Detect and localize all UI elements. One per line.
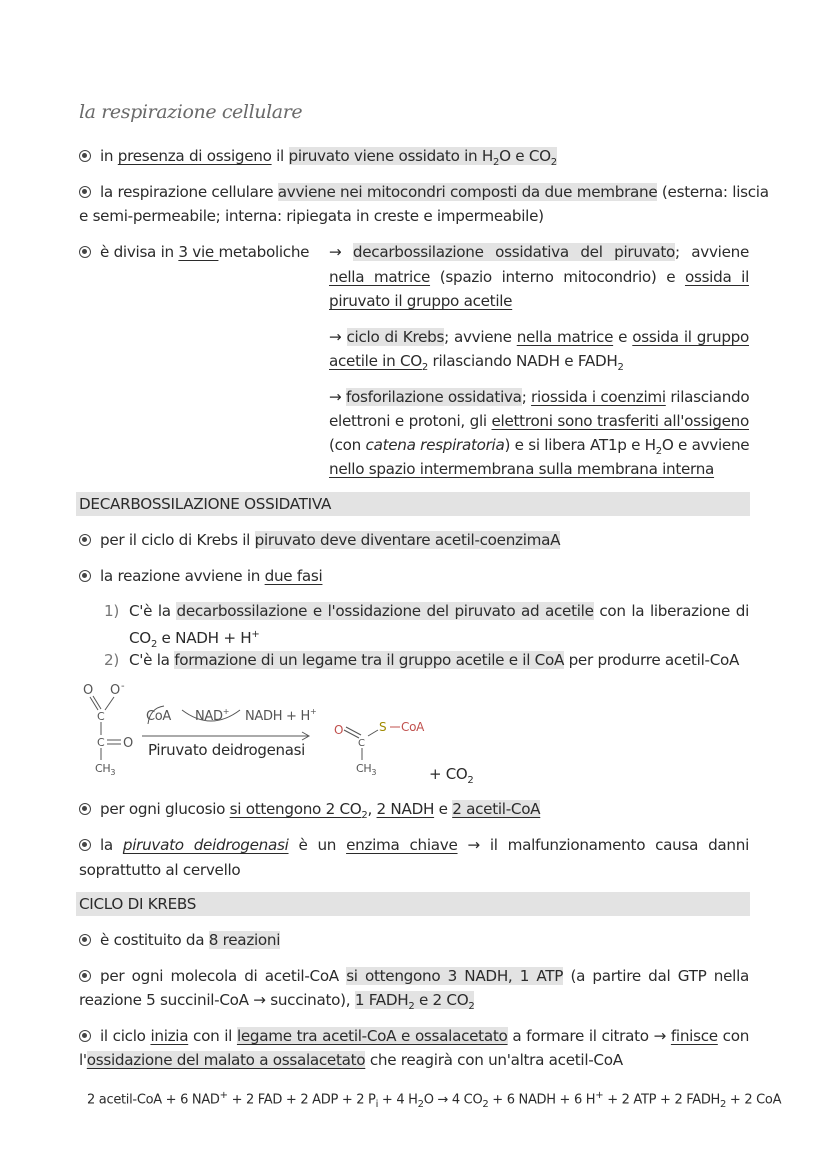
subscript: 2 [655,446,662,458]
text-underlined: elettroni sono trasferiti all'ossigeno [491,412,749,430]
bullet-icon [79,1030,91,1042]
text: , [367,800,377,818]
acetyl-s: S [379,720,387,734]
bullet-icon [79,186,91,198]
text: C'è la [129,602,177,620]
section-heading-krebs: CICLO DI KREBS [76,892,750,916]
bullet-icon [79,803,91,815]
text-underlined [329,352,428,374]
step-2-line-1 [129,648,739,672]
text: e [613,328,633,346]
krebs-bullet-3-line-2 [79,1048,623,1072]
text-italic: catena respiratoria [365,436,505,454]
text: si ottengono 2 CO [229,800,362,818]
bullet-icon [79,934,91,946]
highlight: ciclo di Krebs [346,328,445,346]
decarb-bullet-4 [79,833,749,857]
bond [344,730,359,738]
text: 2 acetil-CoA + 6 NAD [87,1092,220,1108]
acetyl-c: C [358,738,365,749]
bond [93,696,101,709]
intro-bullet-2-line-2: e semi-permeabile; interna: ripiegata in creste e impermeabile) [79,207,544,225]
superscript: + [595,1090,604,1101]
subscript: 2 [408,1001,415,1013]
superscript: + [219,1090,228,1101]
text: reazione 5 succinil-CoA → succinato), [79,991,355,1009]
via-3-line-3 [329,433,749,457]
subscript: i [375,1098,379,1110]
text: a formare il citrato → [507,1027,671,1045]
text: + 4 H [378,1092,418,1108]
pyr-minus: - [121,681,125,692]
text-underlined: riossida i coenzimi [531,388,666,406]
arrow-icon: → [329,328,342,346]
highlight: 8 reazioni [208,931,281,949]
decarb-bullet-4-line-2: soprattutto al cervello [79,861,241,879]
highlight: fosforilazione ossidativa [345,388,522,406]
subscript: 2 [720,1098,727,1110]
text: (esterna: liscia [657,183,769,201]
text: per ogni molecola di acetil-CoA [100,967,347,985]
acetyl-coa: CoA [401,720,425,734]
highlight: piruvato deve diventare acetil-coenzimaA [254,531,561,549]
text-underlined: inizia [150,1027,189,1045]
text: (con [329,436,366,454]
subscript: 2 [550,157,557,169]
krebs-bullet-2 [79,964,749,988]
text: con il [188,1027,237,1045]
bond [346,727,361,735]
text: la [100,836,123,854]
pyr-o2: O [110,683,120,698]
reaction-diagram [78,680,518,790]
text-underlined: ossida il [684,268,749,286]
bond [90,697,98,710]
arrow-icon: → [329,388,342,406]
step-number-1: 1) [104,602,119,620]
via-1-line-2 [329,265,749,289]
enzyme-label: Piruvato deidrogenasi [148,741,306,759]
text: in [100,147,118,165]
text-underlined: nello spazio intermembrana sulla membrana interna [329,460,715,478]
text: C'è la [129,651,175,669]
text: con la liberazione di [593,602,749,620]
bullet-icon [79,534,91,546]
text: è un [288,836,347,854]
text: la reazione avviene in [100,567,265,585]
subscript: 2 [493,157,500,169]
pyr-o3: O [123,736,133,751]
highlight: ossidazione del malato a ossalacetato [86,1051,366,1069]
text: CO [129,629,151,648]
subscript: 2 [468,1001,475,1013]
text-underlined: nella matrice [329,268,431,286]
decarb-bullet-1 [79,528,560,552]
text: e [434,800,453,818]
highlight: legame tra acetil-CoA e ossalacetato [236,1027,508,1045]
coa-label: CoA [146,709,172,724]
superscript: + [251,629,260,640]
text-underlined: enzima chiave [346,836,458,854]
text: per produrre acetil-CoA [564,651,740,669]
highlight: si ottengono 3 NADH, 1 ATP [346,967,564,985]
decarb-bullet-3 [79,797,540,821]
pyr-c1: C [97,710,105,723]
subscript: 2 [361,810,368,822]
pyr-ch3: $CH_3$ [95,762,116,777]
text: acetile in CO [329,352,422,370]
krebs-equation [87,1090,781,1110]
section-heading-decarbossilazione: DECARBOSSILAZIONE OSSIDATIVA [76,492,750,516]
highlight [354,991,475,1013]
via-3-line-2 [329,409,749,433]
text: rilasciando [665,388,750,406]
text-underlined: piruvato il gruppo acetile [329,292,513,310]
text: che reagirà con un'altra acetil-CoA [365,1051,623,1069]
text-underlined [229,800,368,822]
highlight: decarbossilazione ossidativa del piruvato [352,243,675,261]
bond [368,730,378,736]
bullet-icon [79,970,91,982]
text: per il ciclo di Krebs il [100,531,255,549]
text: e [414,991,433,1009]
text: + 2 CoA [726,1092,782,1108]
highlight: avviene nei mitocondri composti da due membrane [277,183,658,201]
text-underlined: presenza di ossigeno [117,147,272,165]
nad-label: NAD+ [195,707,230,724]
via-3-line-4 [329,457,714,481]
subscript: 2 [421,362,428,374]
text: elettroni e protoni, gli [329,412,492,430]
text: ; avviene [444,328,517,346]
step-1-line-2 [129,623,260,651]
text: metaboliche [218,243,310,261]
text: + 6 NADH + 6 H [488,1092,596,1108]
text: + 2 FAD + 2 ADP + 2 P [227,1092,376,1108]
intro-bullet-1 [79,144,557,168]
text-underlined: ossida il gruppo [632,328,749,346]
text: piruvato viene ossidato in H [288,147,493,165]
text-underlined: 3 vie [178,243,219,261]
bullet-icon [79,246,91,258]
text: ; [521,388,532,406]
pyr-o1: O [83,683,93,698]
krebs-bullet-3 [79,1024,749,1048]
subscript: 2 [617,362,624,374]
text: rilasciando NADH e FADH [427,352,618,370]
via-1-line-3 [329,289,512,313]
via-3-line-1 [329,385,749,409]
text: + 2 ATP + 2 FADH [603,1092,721,1108]
text-underlined: due fasi [264,567,323,585]
text: l' [79,1051,87,1069]
intro-bullet-3 [79,240,309,264]
text-underlined: finisce [670,1027,718,1045]
page-title: la respirazione cellulare [79,101,303,123]
text: e NADH + H [157,629,252,648]
nadh-label: NADH + H+ [245,707,317,724]
text: → il malfunzionamento causa danni [457,836,749,854]
pyr-c2: C [97,736,105,749]
text: 2 CO [432,991,469,1009]
highlight: decarbossilazione e l'ossidazione del piruvato ad acetile [176,602,594,620]
bullet-icon [79,150,91,162]
bond [105,697,114,710]
co2-product: + $CO_2$ [429,765,474,786]
step-number-2: 2) [104,651,119,669]
step-1-line-1 [129,599,749,623]
bullet-icon [79,839,91,851]
highlight [288,147,557,169]
text: il ciclo [100,1027,151,1045]
text: il [271,147,289,165]
subscript: 2 [150,639,158,651]
krebs-bullet-1 [79,928,280,952]
highlight: formazione di un legame tra il gruppo acetile e il CoA [174,651,565,669]
bullet-icon [79,570,91,582]
subscript: 2 [482,1098,489,1110]
intro-bullet-2 [79,180,769,204]
text: O e CO [499,147,551,165]
text: (a partire dal GTP nella [563,967,749,985]
highlight: 2 acetil-CoA [452,800,541,818]
via-2-line-2 [329,349,624,373]
text: la respirazione cellulare [100,183,278,201]
text-underlined: 2 NADH [376,800,435,818]
text: (spazio interno mitocondrio) e [430,268,685,286]
text: è costituito da [100,931,209,949]
text-underlined: piruvato deidrogenasi [122,836,289,854]
text: è divisa in [100,243,179,261]
krebs-bullet-2-line-2 [79,988,474,1012]
text: O → 4 CO [423,1092,483,1108]
text: con [717,1027,750,1045]
acetyl-ch3: $CH_3$ [356,762,377,777]
arrow-icon: → [329,243,342,261]
text: per ogni glucosio [100,800,230,818]
text: 1 FADH [354,991,409,1009]
text: O e avviene [661,436,750,454]
text-underlined: nella matrice [516,328,614,346]
text: ) e si libera AT1p e H [504,436,656,454]
acetyl-o: O [334,723,344,737]
decarb-bullet-2 [79,564,322,588]
text: ; avviene [674,243,749,261]
subscript: 2 [417,1098,424,1110]
via-1-line-1 [329,240,749,264]
via-2-line-1 [329,325,749,349]
